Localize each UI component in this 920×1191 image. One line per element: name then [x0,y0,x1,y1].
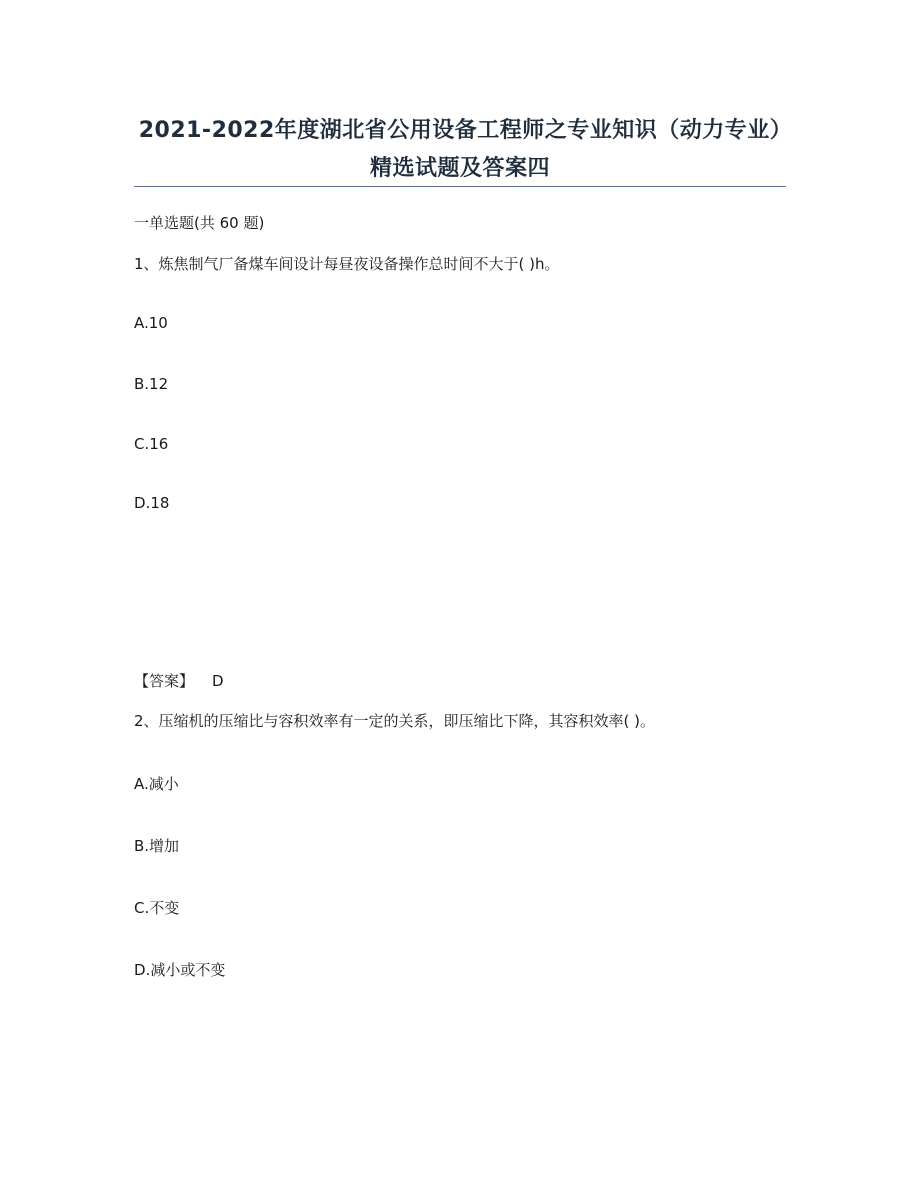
question-1-text: 1、炼焦制气厂备煤车间设计每昼夜设备操作总时间不大于( )h。 [134,255,560,273]
section-heading: 一单选题(共 60 题) [134,214,265,232]
question-1-option-d: D.18 [134,494,170,512]
question-2-option-b: B.增加 [134,837,180,855]
question-1-option-b: B.12 [134,375,169,393]
title-divider [134,186,786,187]
answer-label: 【答案】 [134,672,195,690]
question-2-option-c: C.不变 [134,899,180,917]
question-1-option-a: A.10 [134,314,168,332]
document-title: 2021-2022年度湖北省公用设备工程师之专业知识（动力专业）精选试题及答案四 [138,118,782,181]
question-2-option-a: A.减小 [134,775,179,793]
question-2-text: 2、压缩机的压缩比与容积效率有一定的关系，即压缩比下降，其容积效率( )。 [134,712,656,730]
question-2-option-d: D.减小或不变 [134,961,226,979]
answer-value: D [212,672,224,690]
question-1-answer [134,671,224,691]
question-1-option-c: C.16 [134,435,169,453]
